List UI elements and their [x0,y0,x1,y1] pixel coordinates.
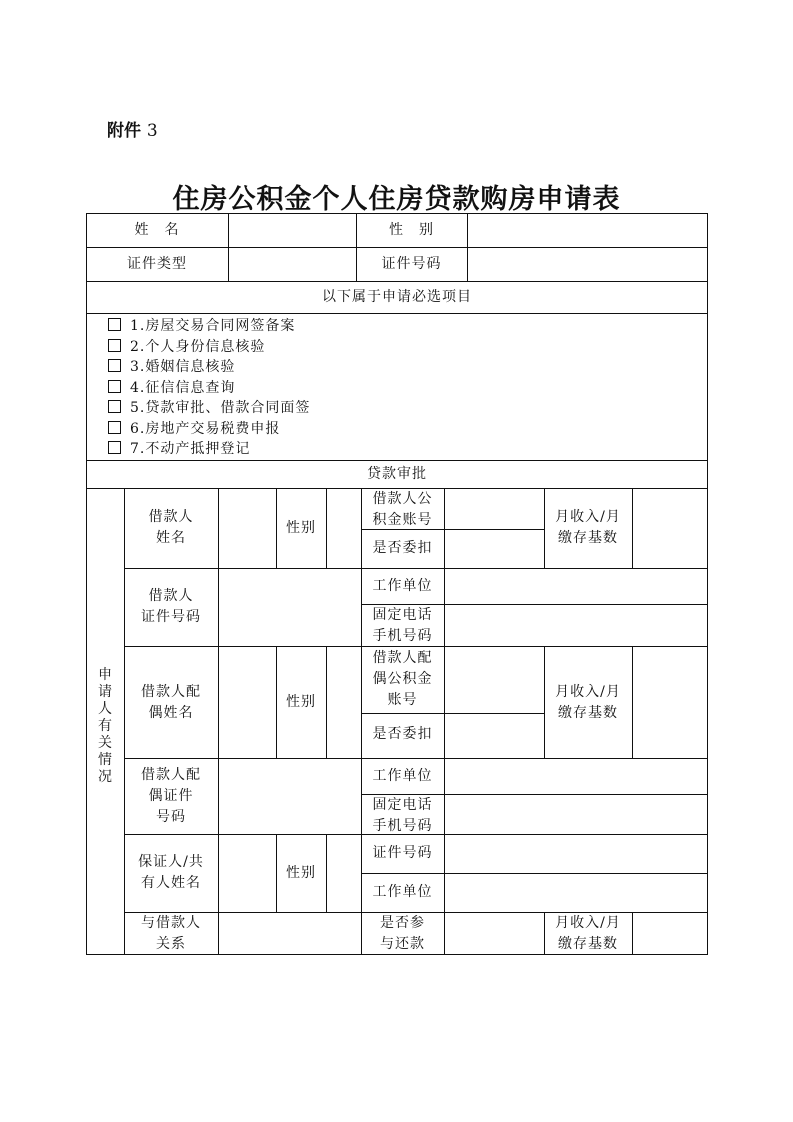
spouse-work-unit-field[interactable] [445,759,707,794]
work-unit-field[interactable] [445,569,707,604]
borrower-id-label: 借款人 证件号码 [141,588,201,625]
checkbox-icon[interactable] [108,400,121,413]
phone-label: 固定电话 手机号码 [372,607,433,644]
monthly-income-label: 月收入/月 缴存基数 [555,509,621,546]
gender-field[interactable] [468,214,707,247]
fund-account-field[interactable] [445,489,544,529]
guarantor-gender-label: 性别 [286,865,316,881]
spouse-work-unit-label: 工作单位 [372,768,433,784]
spouse-monthly-income-field[interactable] [633,647,707,758]
checklist-item[interactable]: 5.贷款审批、借款合同面签 [108,398,310,418]
spouse-phone-label: 固定电话 手机号码 [372,797,433,834]
spouse-gender-field[interactable] [327,647,361,758]
checkbox-icon[interactable] [108,421,121,434]
spouse-delegated-label: 是否委扣 [372,726,433,742]
checklist-item[interactable]: 2.个人身份信息核验 [108,337,265,357]
repay-field[interactable] [445,913,544,954]
checkbox-icon[interactable] [108,359,121,372]
repay-label: 是否参 与还款 [380,915,425,952]
guarantor-work-unit-field[interactable] [445,874,707,912]
guarantor-monthly-income-label: 月收入/月 缴存基数 [555,915,621,952]
phone-field[interactable] [445,605,707,646]
checklist-item[interactable]: 6.房地产交易税费申报 [108,419,280,439]
spouse-delegated-field[interactable] [445,714,544,758]
checkbox-icon[interactable] [108,318,121,331]
fund-account-label: 借款人公 积金账号 [372,491,433,528]
id-number-label: 证件号码 [381,256,442,272]
guarantor-work-unit-label: 工作单位 [372,884,433,900]
spouse-fund-account-field[interactable] [445,647,544,713]
spouse-fund-account-label: 借款人配 偶公积金 账号 [372,650,433,708]
spouse-name-label: 借款人配 偶姓名 [141,684,201,721]
guarantor-id-number-label: 证件号码 [372,845,433,861]
checklist-item[interactable]: 1.房屋交易合同网签备案 [108,316,295,336]
form-title: 住房公积金个人住房贷款购房申请表 [172,184,621,215]
spouse-id-field[interactable] [219,759,361,834]
relation-label: 与借款人 关系 [141,915,201,952]
spouse-phone-field[interactable] [445,795,707,834]
id-type-field[interactable] [229,248,356,281]
borrower-id-field[interactable] [219,569,361,646]
borrower-gender-label: 性别 [286,520,316,536]
checklist-item[interactable]: 3.婚姻信息核验 [108,357,235,377]
guarantor-gender-field[interactable] [327,835,361,912]
borrower-name-field[interactable] [219,489,276,568]
approval-heading: 贷款审批 [367,466,427,482]
attachment-label: 附件 3 [107,121,158,141]
checkbox-icon[interactable] [108,339,121,352]
delegated-label: 是否委扣 [372,540,433,556]
borrower-name-label: 借款人 姓名 [148,509,194,546]
work-unit-label: 工作单位 [372,578,433,594]
checklist-item[interactable]: 4.征信信息查询 [108,378,235,398]
name-label: 姓 名 [134,222,180,238]
checkbox-icon[interactable] [108,441,121,454]
spouse-monthly-income-label: 月收入/月 缴存基数 [555,684,621,721]
borrower-gender-field[interactable] [327,489,361,568]
guarantor-monthly-income-field[interactable] [633,913,707,954]
applicant-side-label: 申 请 人 有 关 情 况 [98,667,112,785]
guarantor-id-number-field[interactable] [445,835,707,873]
guarantor-name-field[interactable] [219,835,276,912]
id-number-field[interactable] [468,248,707,281]
required-section-heading: 以下属于申请必选项目 [322,289,472,305]
name-field[interactable] [229,214,356,247]
gender-label: 性 别 [389,222,434,238]
spouse-id-label: 借款人配 偶证件 号码 [141,767,201,825]
delegated-field[interactable] [445,530,544,568]
checkbox-icon[interactable] [108,380,121,393]
id-type-label: 证件类型 [127,256,187,272]
guarantor-name-label: 保证人/共 有人姓名 [138,854,204,891]
spouse-gender-label: 性别 [286,694,316,710]
spouse-name-field[interactable] [219,647,276,758]
checklist-item[interactable]: 7.不动产抵押登记 [108,439,250,459]
relation-field[interactable] [219,913,361,954]
monthly-income-field[interactable] [633,489,707,568]
